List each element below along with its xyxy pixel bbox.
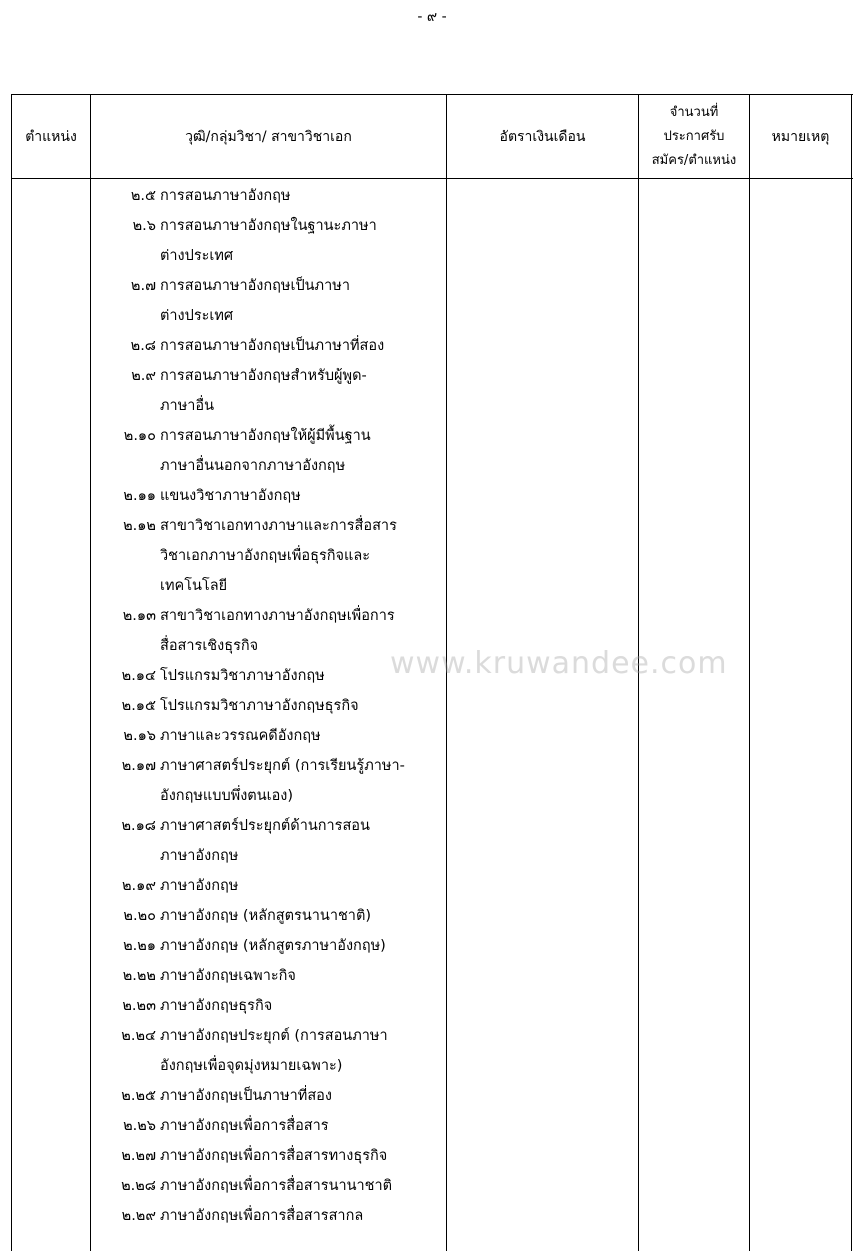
col-divider-4 [749, 94, 750, 1251]
item-text: ภาษาศาสตร์ประยุกต์ด้านการสอน ภาษาอังกฤษ [160, 818, 370, 864]
item-number: ๒.๑๔ [121, 668, 156, 684]
list-item [92, 691, 446, 721]
item-number: ๒.๑๖ [123, 728, 156, 744]
item-number: ๒.๒๗ [121, 1148, 156, 1164]
table-right-border [851, 94, 852, 1251]
item-number: ๒.๑๕ [121, 698, 156, 714]
header-degree: วุฒิ/กลุ่มวิชา/ สาขาวิชาเอก [185, 129, 352, 145]
list-item [92, 1111, 446, 1141]
item-text: ภาษาอังกฤษเพื่อการสื่อสารสากล [160, 1208, 364, 1224]
item-number: ๒.๕ [130, 188, 156, 204]
list-item [92, 421, 446, 481]
item-text: โปรแกรมวิชาภาษาอังกฤษ [160, 668, 325, 684]
item-number: ๒.๒๖ [123, 1118, 156, 1134]
item-number: ๒.๒๓ [122, 998, 156, 1014]
item-text: ภาษาอังกฤษ (หลักสูตรภาษาอังกฤษ) [160, 938, 386, 954]
item-text: ภาษาอังกฤษเฉพาะกิจ [160, 968, 296, 984]
item-number: ๒.๒๔ [121, 1028, 156, 1044]
item-number: ๒.๒๕ [121, 1088, 156, 1104]
item-number: ๒.๒๙ [121, 1208, 156, 1224]
list-item [92, 931, 446, 961]
header-count-line-2: ประกาศรับ [663, 129, 725, 144]
item-number: ๒.๑๘ [121, 818, 156, 834]
item-text: สาขาวิชาเอกทางภาษาและการสื่อสาร วิชาเอกภาษาอังกฤษเพื่อธุรกิจและ เทคโนโลยี [160, 518, 397, 594]
item-text: การสอนภาษาอังกฤษเป็นภาษา ต่างประเทศ [160, 278, 350, 324]
item-text: โปรแกรมวิชาภาษาอังกฤษธุรกิจ [160, 698, 359, 714]
item-number: ๒.๒๑ [123, 938, 156, 954]
list-item [92, 1171, 446, 1201]
list-item [92, 271, 446, 331]
item-number: ๒.๑๑ [123, 488, 156, 504]
list-item [92, 901, 446, 931]
item-text: การสอนภาษาอังกฤษสำหรับผู้พูด- ภาษาอื่น [160, 368, 367, 414]
list-item [92, 1021, 446, 1081]
item-text: ภาษาอังกฤษเพื่อการสื่อสารนานาชาติ [160, 1178, 393, 1194]
item-number: ๒.๑๗ [121, 758, 156, 774]
item-number: ๒.๑๐ [123, 428, 156, 444]
header-salary: อัตราเงินเดือน [499, 129, 586, 145]
list-item [92, 1141, 446, 1171]
item-number: ๒.๘ [130, 338, 156, 354]
item-number: ๒.๗ [130, 278, 156, 294]
page-number: - ๙ - [417, 9, 447, 25]
header-count [639, 96, 749, 178]
item-text: การสอนภาษาอังกฤษ [160, 188, 291, 204]
item-number: ๒.๑๓ [122, 608, 156, 624]
table-left-border [11, 94, 12, 1251]
item-number: ๒.๒๒ [122, 968, 156, 984]
item-text: การสอนภาษาอังกฤษให้ผู้มีพื้นฐาน ภาษาอื่นนอกจากภาษาอังกฤษ [160, 428, 371, 474]
item-text: การสอนภาษาอังกฤษเป็นภาษาที่สอง [160, 338, 385, 354]
header-count-line-3: สมัคร/ตำแหน่ง [651, 153, 737, 168]
list-item [92, 211, 446, 271]
item-number: ๒.๖ [132, 218, 156, 234]
list-item [92, 511, 446, 601]
item-text: ภาษาศาสตร์ประยุกต์ (การเรียนรู้ภาษา- อังกฤษแบบพึ่งตนเอง) [160, 758, 405, 804]
header-count-line-1: จำนวนที่ [669, 105, 719, 120]
item-text: ภาษาอังกฤษเพื่อการสื่อสาร [160, 1118, 329, 1134]
list-item [92, 361, 446, 421]
item-text: ภาษาอังกฤษ (หลักสูตรนานาชาติ) [160, 908, 372, 924]
list-item [92, 721, 446, 751]
list-item [92, 751, 446, 811]
item-text: สาขาวิชาเอกทางภาษาอังกฤษเพื่อการ สื่อสารเชิงธุรกิจ [160, 608, 395, 654]
degree-list [92, 181, 446, 1231]
item-number: ๒.๑๙ [122, 878, 156, 894]
watermark: www.kruwandee.com [390, 646, 728, 681]
list-item [92, 181, 446, 211]
item-number: ๒.๙ [131, 368, 156, 384]
header-bottom-border [11, 178, 853, 179]
list-item [92, 331, 446, 361]
list-item [92, 1081, 446, 1111]
item-text: ภาษาและวรรณคดีอังกฤษ [160, 728, 321, 744]
item-number: ๒.๑๒ [123, 518, 156, 534]
list-item [92, 481, 446, 511]
list-item [92, 991, 446, 1021]
list-item [92, 961, 446, 991]
item-text: ภาษาอังกฤษธุรกิจ [160, 998, 273, 1014]
item-text: ภาษาอังกฤษ [160, 878, 239, 894]
item-text: แขนงวิชาภาษาอังกฤษ [160, 488, 301, 504]
item-number: ๒.๒๘ [121, 1178, 156, 1194]
list-item [92, 811, 446, 871]
table-top-border [11, 94, 853, 95]
list-item [92, 871, 446, 901]
header-position: ตำแหน่ง [25, 129, 77, 145]
item-text: การสอนภาษาอังกฤษในฐานะภาษา ต่างประเทศ [160, 218, 377, 264]
item-number: ๒.๒๐ [123, 908, 156, 924]
col-divider-1 [90, 94, 91, 1251]
list-item [92, 1201, 446, 1231]
item-text: ภาษาอังกฤษเป็นภาษาที่สอง [160, 1088, 332, 1104]
item-text: ภาษาอังกฤษเพื่อการสื่อสารทางธุรกิจ [160, 1148, 388, 1164]
header-remark: หมายเหตุ [771, 129, 830, 145]
item-text: ภาษาอังกฤษประยุกต์ (การสอนภาษา อังกฤษเพื่อจุดมุ่งหมายเฉพาะ) [160, 1028, 388, 1074]
